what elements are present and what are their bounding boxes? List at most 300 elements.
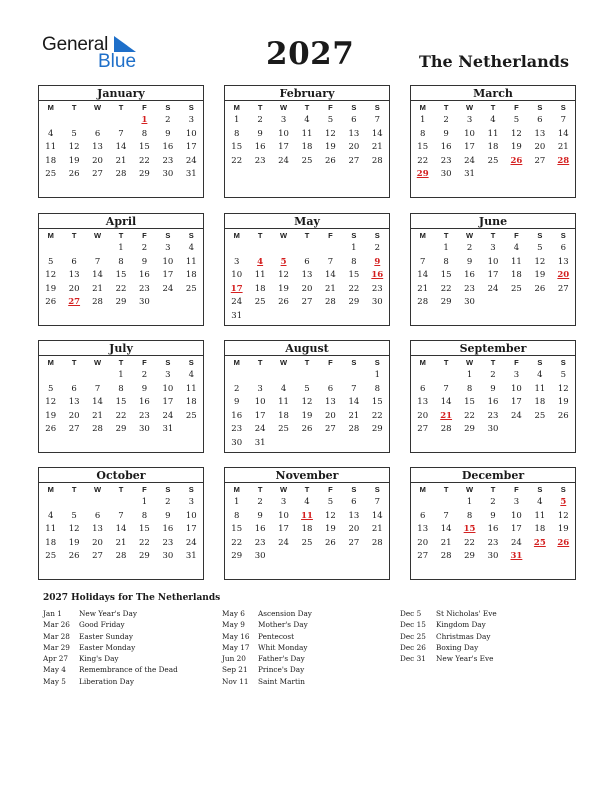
weekday-label: T [257, 358, 263, 367]
day-cell: 16 [440, 142, 452, 152]
day-cell: 30 [487, 424, 499, 434]
day-cell: 26 [325, 537, 336, 548]
week-row [39, 242, 203, 256]
day-cell: 31 [254, 437, 266, 448]
day-cell: 3 [466, 115, 473, 125]
empty-day-cell [505, 168, 528, 182]
day-cell: 6 [71, 383, 77, 394]
week-row [411, 396, 575, 410]
day-cell: 19 [534, 270, 546, 280]
empty-day-cell [248, 242, 271, 256]
holiday-date: May 9 [222, 620, 245, 630]
week-row [225, 550, 389, 564]
weekday-label: S [537, 231, 543, 240]
day-cell: 3 [165, 243, 171, 253]
day-cell: 17 [464, 142, 475, 152]
weekday-label: T [304, 358, 310, 367]
day-cell: 29 [371, 424, 383, 434]
day-cell: 4 [537, 370, 543, 380]
day-cell: 8 [466, 383, 473, 394]
holiday-name: Easter Monday [79, 642, 136, 652]
day-cell: 26 [534, 283, 546, 294]
empty-day-cell [342, 369, 365, 383]
day-cell: 18 [487, 142, 499, 152]
day-cell: 7 [351, 383, 357, 394]
weekday-label: T [443, 358, 449, 367]
day-cell: 9 [490, 383, 496, 394]
weekday-label: T [490, 358, 496, 367]
day-cell: 12 [557, 510, 569, 521]
day-cell: 6 [94, 128, 101, 139]
day-cell: 28 [92, 297, 103, 307]
day-cell: 30 [162, 169, 174, 179]
empty-day-cell [39, 496, 62, 510]
day-cell: 13 [557, 256, 569, 267]
weekday-label: M [419, 231, 426, 240]
weekday-label: F [142, 231, 147, 240]
day-cell: 22 [139, 155, 150, 166]
month-name: May [225, 214, 389, 229]
weekday-label: S [351, 103, 357, 112]
day-cell: 26 [325, 155, 336, 166]
day-cell: 31 [231, 310, 243, 321]
day-cell: 6 [71, 256, 77, 267]
day-cell: 13 [534, 128, 546, 139]
day-cell: 30 [139, 297, 150, 307]
calendar-year: 2027 [266, 36, 355, 72]
month-november [224, 467, 390, 580]
weekday-label: S [351, 358, 357, 367]
weekday-header [411, 101, 575, 114]
day-cell: 28 [325, 297, 336, 307]
day-cell: 6 [351, 115, 357, 125]
holiday-day-cell: 20 [557, 270, 570, 280]
day-cell: 17 [487, 270, 499, 280]
week-row [225, 423, 389, 437]
holidays-column [222, 608, 312, 687]
empty-day-cell [180, 423, 203, 437]
week-row [411, 242, 575, 256]
day-cell: 20 [325, 410, 336, 421]
empty-day-cell [528, 296, 551, 310]
day-cell: 7 [327, 256, 334, 267]
day-cell: 27 [68, 424, 80, 434]
day-cell: 12 [557, 383, 569, 394]
day-cell: 23 [139, 283, 150, 294]
empty-day-cell [295, 310, 318, 324]
weekday-header [39, 229, 203, 242]
day-cell: 6 [304, 256, 310, 267]
day-cell: 30 [487, 551, 499, 561]
holiday-item [222, 676, 312, 687]
day-cell: 1 [466, 370, 473, 380]
day-cell: 15 [115, 397, 127, 407]
empty-day-cell [552, 168, 575, 182]
day-cell: 4 [304, 115, 310, 125]
day-cell: 12 [511, 128, 522, 139]
day-cell: 24 [162, 410, 174, 421]
holiday-date: Dec 31 [400, 654, 426, 664]
day-cell: 1 [351, 243, 357, 253]
holiday-name: St Nicholas' Eve [436, 609, 497, 618]
day-cell: 13 [92, 142, 103, 152]
week-row [39, 114, 203, 128]
day-cell: 22 [348, 283, 360, 294]
day-cell: 7 [420, 256, 426, 267]
holiday-day-cell: 9 [374, 256, 381, 267]
weekday-label: T [490, 103, 496, 112]
day-cell: 8 [141, 510, 148, 521]
holiday-item [43, 642, 178, 653]
day-cell: 24 [162, 283, 174, 294]
weekday-label: T [257, 485, 263, 494]
week-row [225, 537, 389, 551]
day-cell: 25 [511, 283, 522, 294]
week-row [39, 256, 203, 270]
day-cell: 28 [371, 537, 383, 548]
holiday-name: Easter Sunday [79, 631, 134, 641]
day-cell: 5 [71, 510, 77, 521]
weekday-label: S [537, 358, 543, 367]
week-row [225, 396, 389, 410]
day-cell: 1 [420, 115, 426, 125]
holidays-column [400, 608, 497, 664]
holiday-name: Liberation Day [79, 676, 135, 686]
week-row [225, 437, 389, 451]
day-cell: 10 [511, 510, 522, 521]
week-row [411, 383, 575, 397]
holiday-date: Mar 29 [43, 642, 70, 652]
month-name: March [411, 86, 575, 101]
weekday-label: S [188, 485, 194, 494]
day-cell: 19 [301, 410, 313, 421]
holiday-day-cell: 16 [371, 270, 384, 280]
holiday-name: Pentecost [258, 631, 295, 641]
day-cell: 26 [68, 551, 80, 561]
day-cell: 10 [511, 383, 522, 394]
holiday-date: Mar 28 [43, 631, 70, 641]
day-cell: 17 [511, 524, 522, 534]
empty-day-cell [434, 369, 457, 383]
day-cell: 19 [325, 142, 336, 152]
week-row [225, 523, 389, 537]
weekday-label: W [280, 231, 288, 240]
week-row [411, 496, 575, 510]
day-cell: 25 [45, 551, 57, 561]
day-cell: 30 [254, 551, 266, 561]
week-row [225, 242, 389, 256]
holidays-title: 2027 Holidays for The Netherlands [43, 593, 221, 603]
holiday-name: New Year's Day [79, 609, 138, 618]
month-name: February [225, 86, 389, 101]
day-cell: 14 [92, 270, 103, 280]
day-cell: 29 [464, 424, 475, 434]
month-january [38, 85, 204, 198]
day-cell: 18 [534, 397, 546, 407]
day-cell: 27 [348, 155, 360, 166]
empty-day-cell [225, 369, 248, 383]
holiday-date: Apr 27 [43, 654, 69, 664]
month-june [410, 213, 576, 326]
day-cell: 25 [278, 424, 289, 434]
empty-day-cell [295, 550, 318, 564]
day-cell: 3 [513, 370, 520, 380]
day-cell: 24 [254, 424, 266, 434]
day-cell: 28 [417, 297, 429, 307]
day-cell: 4 [188, 243, 194, 253]
holiday-day-cell: 5 [280, 256, 287, 267]
day-cell: 14 [92, 397, 103, 407]
day-cell: 10 [185, 510, 197, 521]
weekday-label: M [47, 358, 54, 367]
holiday-item [400, 631, 497, 642]
day-cell: 8 [118, 383, 124, 394]
weekday-header [39, 483, 203, 496]
week-row [411, 155, 575, 169]
day-cell: 23 [254, 155, 266, 166]
day-cell: 14 [325, 270, 336, 280]
holiday-name: Ascension Day [258, 609, 312, 618]
month-december [410, 467, 576, 580]
day-cell: 16 [139, 397, 150, 407]
weekday-label: F [328, 231, 333, 240]
weekday-label: W [94, 231, 102, 240]
day-cell: 26 [301, 424, 313, 434]
empty-day-cell [272, 369, 295, 383]
weekday-label: M [233, 485, 240, 494]
day-cell: 24 [278, 537, 289, 548]
empty-day-cell [366, 550, 389, 564]
day-cell: 25 [45, 169, 57, 179]
day-cell: 30 [231, 437, 243, 448]
day-cell: 27 [92, 169, 103, 179]
day-cell: 9 [466, 256, 473, 267]
holiday-date: May 17 [222, 642, 250, 652]
day-cell: 29 [231, 551, 243, 561]
day-cell: 13 [348, 510, 360, 521]
weekday-label: T [257, 103, 263, 112]
weekday-label: S [560, 358, 566, 367]
day-cell: 19 [278, 283, 289, 294]
day-cell: 30 [139, 424, 150, 434]
day-cell: 24 [185, 537, 197, 548]
day-cell: 12 [45, 397, 57, 407]
day-cell: 7 [560, 115, 566, 125]
day-cell: 27 [534, 155, 546, 166]
empty-day-cell [62, 242, 85, 256]
weekday-label: T [71, 485, 77, 494]
holiday-item [400, 642, 497, 653]
empty-day-cell [528, 168, 551, 182]
day-cell: 2 [443, 115, 449, 125]
weekday-label: S [560, 103, 566, 112]
empty-day-cell [272, 437, 295, 451]
week-row [39, 283, 203, 297]
day-cell: 20 [417, 537, 429, 548]
weekday-header [225, 356, 389, 369]
holiday-day-cell: 4 [257, 256, 264, 267]
empty-day-cell [342, 310, 365, 324]
day-cell: 5 [48, 256, 54, 267]
day-cell: 28 [348, 424, 360, 434]
day-cell: 15 [231, 142, 243, 152]
empty-day-cell [272, 310, 295, 324]
day-cell: 20 [417, 410, 429, 421]
day-cell: 14 [115, 524, 127, 534]
day-cell: 29 [115, 297, 127, 307]
day-cell: 31 [162, 424, 174, 434]
day-cell: 2 [257, 497, 263, 507]
holiday-date: May 5 [43, 676, 66, 686]
holiday-item [222, 608, 312, 619]
weekday-label: F [514, 231, 519, 240]
holiday-item [43, 608, 178, 619]
day-cell: 29 [139, 169, 150, 179]
day-cell: 2 [466, 243, 473, 253]
week-row [225, 128, 389, 142]
day-cell: 21 [440, 537, 452, 548]
day-cell: 21 [92, 283, 103, 294]
holiday-item [222, 631, 312, 642]
month-may [224, 213, 390, 326]
weekday-header [225, 101, 389, 114]
weekday-label: W [280, 358, 288, 367]
day-cell: 20 [92, 155, 103, 166]
weekday-label: F [142, 358, 147, 367]
day-cell: 17 [185, 524, 197, 534]
day-cell: 16 [254, 524, 266, 534]
day-cell: 19 [45, 283, 57, 294]
day-cell: 25 [487, 155, 499, 166]
day-cell: 18 [511, 270, 522, 280]
day-cell: 24 [511, 537, 522, 548]
weekday-header [39, 356, 203, 369]
day-cell: 16 [162, 142, 174, 152]
week-row [39, 496, 203, 510]
day-cell: 3 [490, 243, 496, 253]
empty-day-cell [505, 296, 528, 310]
holiday-name: Boxing Day [436, 642, 479, 652]
day-cell: 23 [371, 283, 383, 294]
day-cell: 26 [278, 297, 289, 307]
day-cell: 18 [185, 270, 197, 280]
day-cell: 5 [513, 115, 520, 125]
day-cell: 8 [466, 510, 473, 521]
day-cell: 22 [464, 537, 475, 548]
holiday-name: Christmas Day [436, 631, 491, 641]
day-cell: 13 [68, 270, 80, 280]
day-cell: 8 [234, 510, 240, 521]
day-cell: 27 [557, 283, 569, 294]
weekday-label: S [165, 103, 171, 112]
empty-day-cell [39, 114, 62, 128]
day-cell: 16 [487, 397, 499, 407]
month-name: November [225, 468, 389, 483]
day-cell: 20 [348, 524, 360, 534]
holiday-name: Whit Monday [258, 642, 308, 652]
weekday-label: F [514, 103, 519, 112]
day-cell: 21 [92, 410, 103, 421]
day-cell: 16 [464, 270, 475, 280]
month-september [410, 340, 576, 453]
day-cell: 12 [45, 270, 57, 280]
weekday-label: S [374, 358, 380, 367]
empty-day-cell [319, 550, 342, 564]
empty-day-cell [39, 369, 62, 383]
weekday-label: W [466, 231, 474, 240]
week-row [225, 369, 389, 383]
day-cell: 18 [45, 537, 57, 548]
month-july [38, 340, 204, 453]
day-cell: 17 [162, 397, 174, 407]
day-cell: 1 [234, 497, 240, 507]
day-cell: 3 [188, 115, 194, 125]
day-cell: 17 [278, 142, 289, 152]
day-cell: 12 [325, 510, 336, 521]
holiday-day-cell: 31 [510, 551, 523, 561]
day-cell: 2 [165, 115, 171, 125]
day-cell: 12 [301, 397, 313, 407]
empty-day-cell [505, 423, 528, 437]
holiday-item [43, 631, 178, 642]
weekday-header [411, 229, 575, 242]
day-cell: 10 [487, 256, 499, 267]
week-row [411, 510, 575, 524]
weekday-label: T [118, 358, 124, 367]
day-cell: 9 [257, 128, 263, 139]
holiday-day-cell: 26 [557, 537, 570, 548]
day-cell: 8 [443, 256, 449, 267]
day-cell: 10 [278, 128, 289, 139]
week-row [411, 410, 575, 424]
empty-day-cell [248, 369, 271, 383]
weekday-label: W [466, 358, 474, 367]
weekday-label: M [47, 485, 54, 494]
day-cell: 15 [440, 270, 452, 280]
day-cell: 15 [139, 142, 150, 152]
day-cell: 25 [534, 410, 546, 421]
day-cell: 21 [557, 142, 569, 152]
day-cell: 2 [490, 497, 496, 507]
day-cell: 26 [68, 169, 80, 179]
day-cell: 23 [254, 537, 266, 548]
holiday-date: May 6 [222, 609, 245, 618]
week-row [39, 141, 203, 155]
day-cell: 15 [231, 524, 243, 534]
weekday-label: S [165, 358, 171, 367]
weekday-header [225, 229, 389, 242]
holiday-item [43, 653, 178, 664]
day-cell: 27 [92, 551, 103, 561]
day-cell: 31 [185, 169, 197, 179]
day-cell: 18 [534, 524, 546, 534]
day-cell: 24 [487, 283, 499, 294]
day-cell: 27 [348, 537, 360, 548]
holiday-day-cell: 26 [510, 155, 523, 166]
weekday-label: T [71, 358, 77, 367]
month-august [224, 340, 390, 453]
weekday-label: S [188, 358, 194, 367]
day-cell: 25 [254, 297, 266, 307]
week-row [225, 256, 389, 270]
empty-day-cell [411, 496, 434, 510]
day-cell: 9 [165, 510, 171, 521]
day-cell: 1 [466, 497, 473, 507]
day-cell: 7 [374, 497, 380, 507]
day-cell: 8 [374, 383, 380, 394]
day-cell: 28 [92, 424, 103, 434]
holiday-date: Dec 25 [400, 631, 426, 641]
